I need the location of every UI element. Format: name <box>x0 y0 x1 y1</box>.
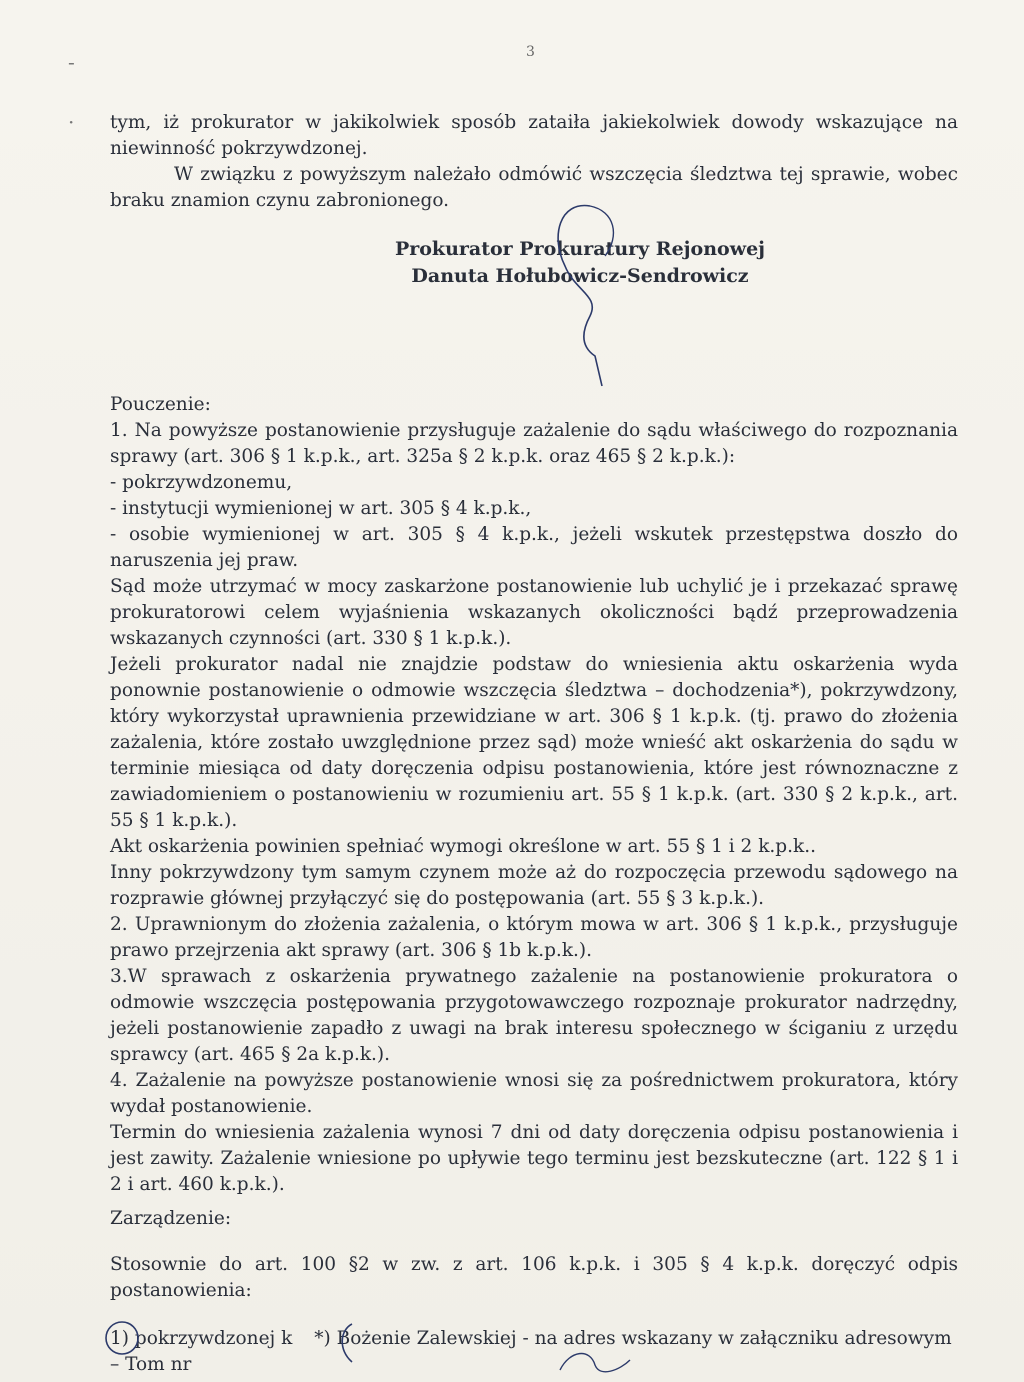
item-text: 1) pokrzywdzonej k <box>110 1328 293 1349</box>
signature-title: Prokurator Prokuratury Rejonowej <box>394 238 766 260</box>
paragraph: Termin do wniesienia zażalenia wynosi 7 dni od daty doręczenia odpisu postanowienia i jest zawity. Zażalenie wniesione po upływie tego terminu jest bezskuteczne (art. 122 § 1 i 2 i art. 460 k.p.k.). <box>110 1122 958 1195</box>
paragraph: 2. Uprawnionym do złożenia zażalenia, o którym mowa w art. 306 § 1 k.p.k., przysługuje prawo przejrzenia akt sprawy (art. 306 § 1b k.p.k.). <box>110 914 958 961</box>
margin-mark: - <box>68 50 75 74</box>
zarzadzenie-heading-block <box>110 1206 958 1232</box>
paragraph: Sąd może utrzymać w mocy zaskarżone postanowienie lub uchylić je i przekazać sprawę prokuratorowi celem wyjaśnienia wskazanych okoliczności bądź przeprowadzenia wskazanych czynności (art. 330 § 1 k.p.k.). <box>110 576 958 649</box>
paragraph: 1. Na powyższe postanowienie przysługuje zażalenie do sądu właściwego do rozpoznania sprawy (art. 306 § 1 k.p.k., art. 325a § 2 k.p.k. oraz 465 § 2 k.p.k.): <box>110 420 958 467</box>
handwritten-signature <box>520 196 640 396</box>
section-heading: Zarządzenie: <box>110 1208 232 1229</box>
zarzadzenie-paragraph-block <box>110 1252 958 1304</box>
paragraph-line: tym, iż prokurator w jakikolwiek sposób zataiła jakiekolwiek dowody wskazujące na niewinność pokrzywdzonej. <box>110 112 958 159</box>
list-item: - osobie wymienionej w art. 305 § 4 k.p.k., jeżeli wskutek przestępstwa doszło do naruszenia jej praw. <box>110 524 958 571</box>
paragraph: Akt oskarżenia powinien spełniać wymogi określone w art. 55 § 1 i 2 k.p.k.. <box>110 836 816 857</box>
handwritten-marks <box>90 1310 710 1382</box>
paragraph: 4. Zażalenie na powyższe postanowienie wnosi się za pośrednictwem prokuratora, który wydał postanowienie. <box>110 1070 958 1117</box>
item-text: *) Bożenie Zalewskiej - na adres wskazany w załączniku adresowym – Tom nr <box>110 1328 952 1375</box>
pouczenie-section <box>110 392 958 1198</box>
paragraph: Inny pokrzywdzony tym samym czynem może aż do rozpoczęcia przewodu sądowego na rozprawie głównej przyłączyć się do postępowania (art. 55 § 3 k.p.k.). <box>110 862 958 909</box>
paragraph: Jeżeli prokurator nadal nie znajdzie podstaw do wniesienia aktu oskarżenia wyda ponownie postanowienie o odmowie wszczęcia śledztwa – dochodzenia*), pokrzywdzony, który wykorzystał uprawnienia przewidziane w art. 306 § 1 k.p.k. (tj. prawo do złożenia zażalenia, które zostało uwzględnione przez sąd) może wnieść akt oskarżenia do sądu w terminie miesiąca od daty doręczenia odpisu postanowienia, które jest równoznaczne z zawiadomieniem o postanowieniu w rozumieniu art. 55 § 1 k.p.k. (art. 330 § 2 k.p.k., art. 55 § 1 k.p.k.). <box>110 654 958 831</box>
margin-mark: · <box>68 110 75 134</box>
paragraph-line: W związku z powyższym należało odmówić wszczęcia śledztwa tej sprawie, wobec braku znamion czynu zabronionego. <box>110 164 958 211</box>
signature-name: Danuta Hołubowicz-Sendrowicz <box>411 265 749 287</box>
list-item: - pokrzywdzonemu, <box>110 472 293 493</box>
section-heading: Pouczenie: <box>110 394 211 415</box>
paragraph: Stosownie do art. 100 §2 w zw. z art. 106 k.p.k. i 305 § 4 k.p.k. doręczyć odpis postanowienia: <box>110 1254 958 1301</box>
list-item: - instytucji wymienionej w art. 305 § 4 k.p.k., <box>110 498 532 519</box>
page-number: 3 <box>526 44 535 60</box>
paragraph: 3.W sprawach z oskarżenia prywatnego zażalenie na postanowienie prokuratora o odmowie wszczęcia postępowania przygotowawczego rozpoznaje prokurator nadrzędny, jeżeli postanowienie zapadło z uwagi na brak interesu społecznego w ściganiu z urzędu sprawcy (art. 465 § 2a k.p.k.). <box>110 966 958 1065</box>
